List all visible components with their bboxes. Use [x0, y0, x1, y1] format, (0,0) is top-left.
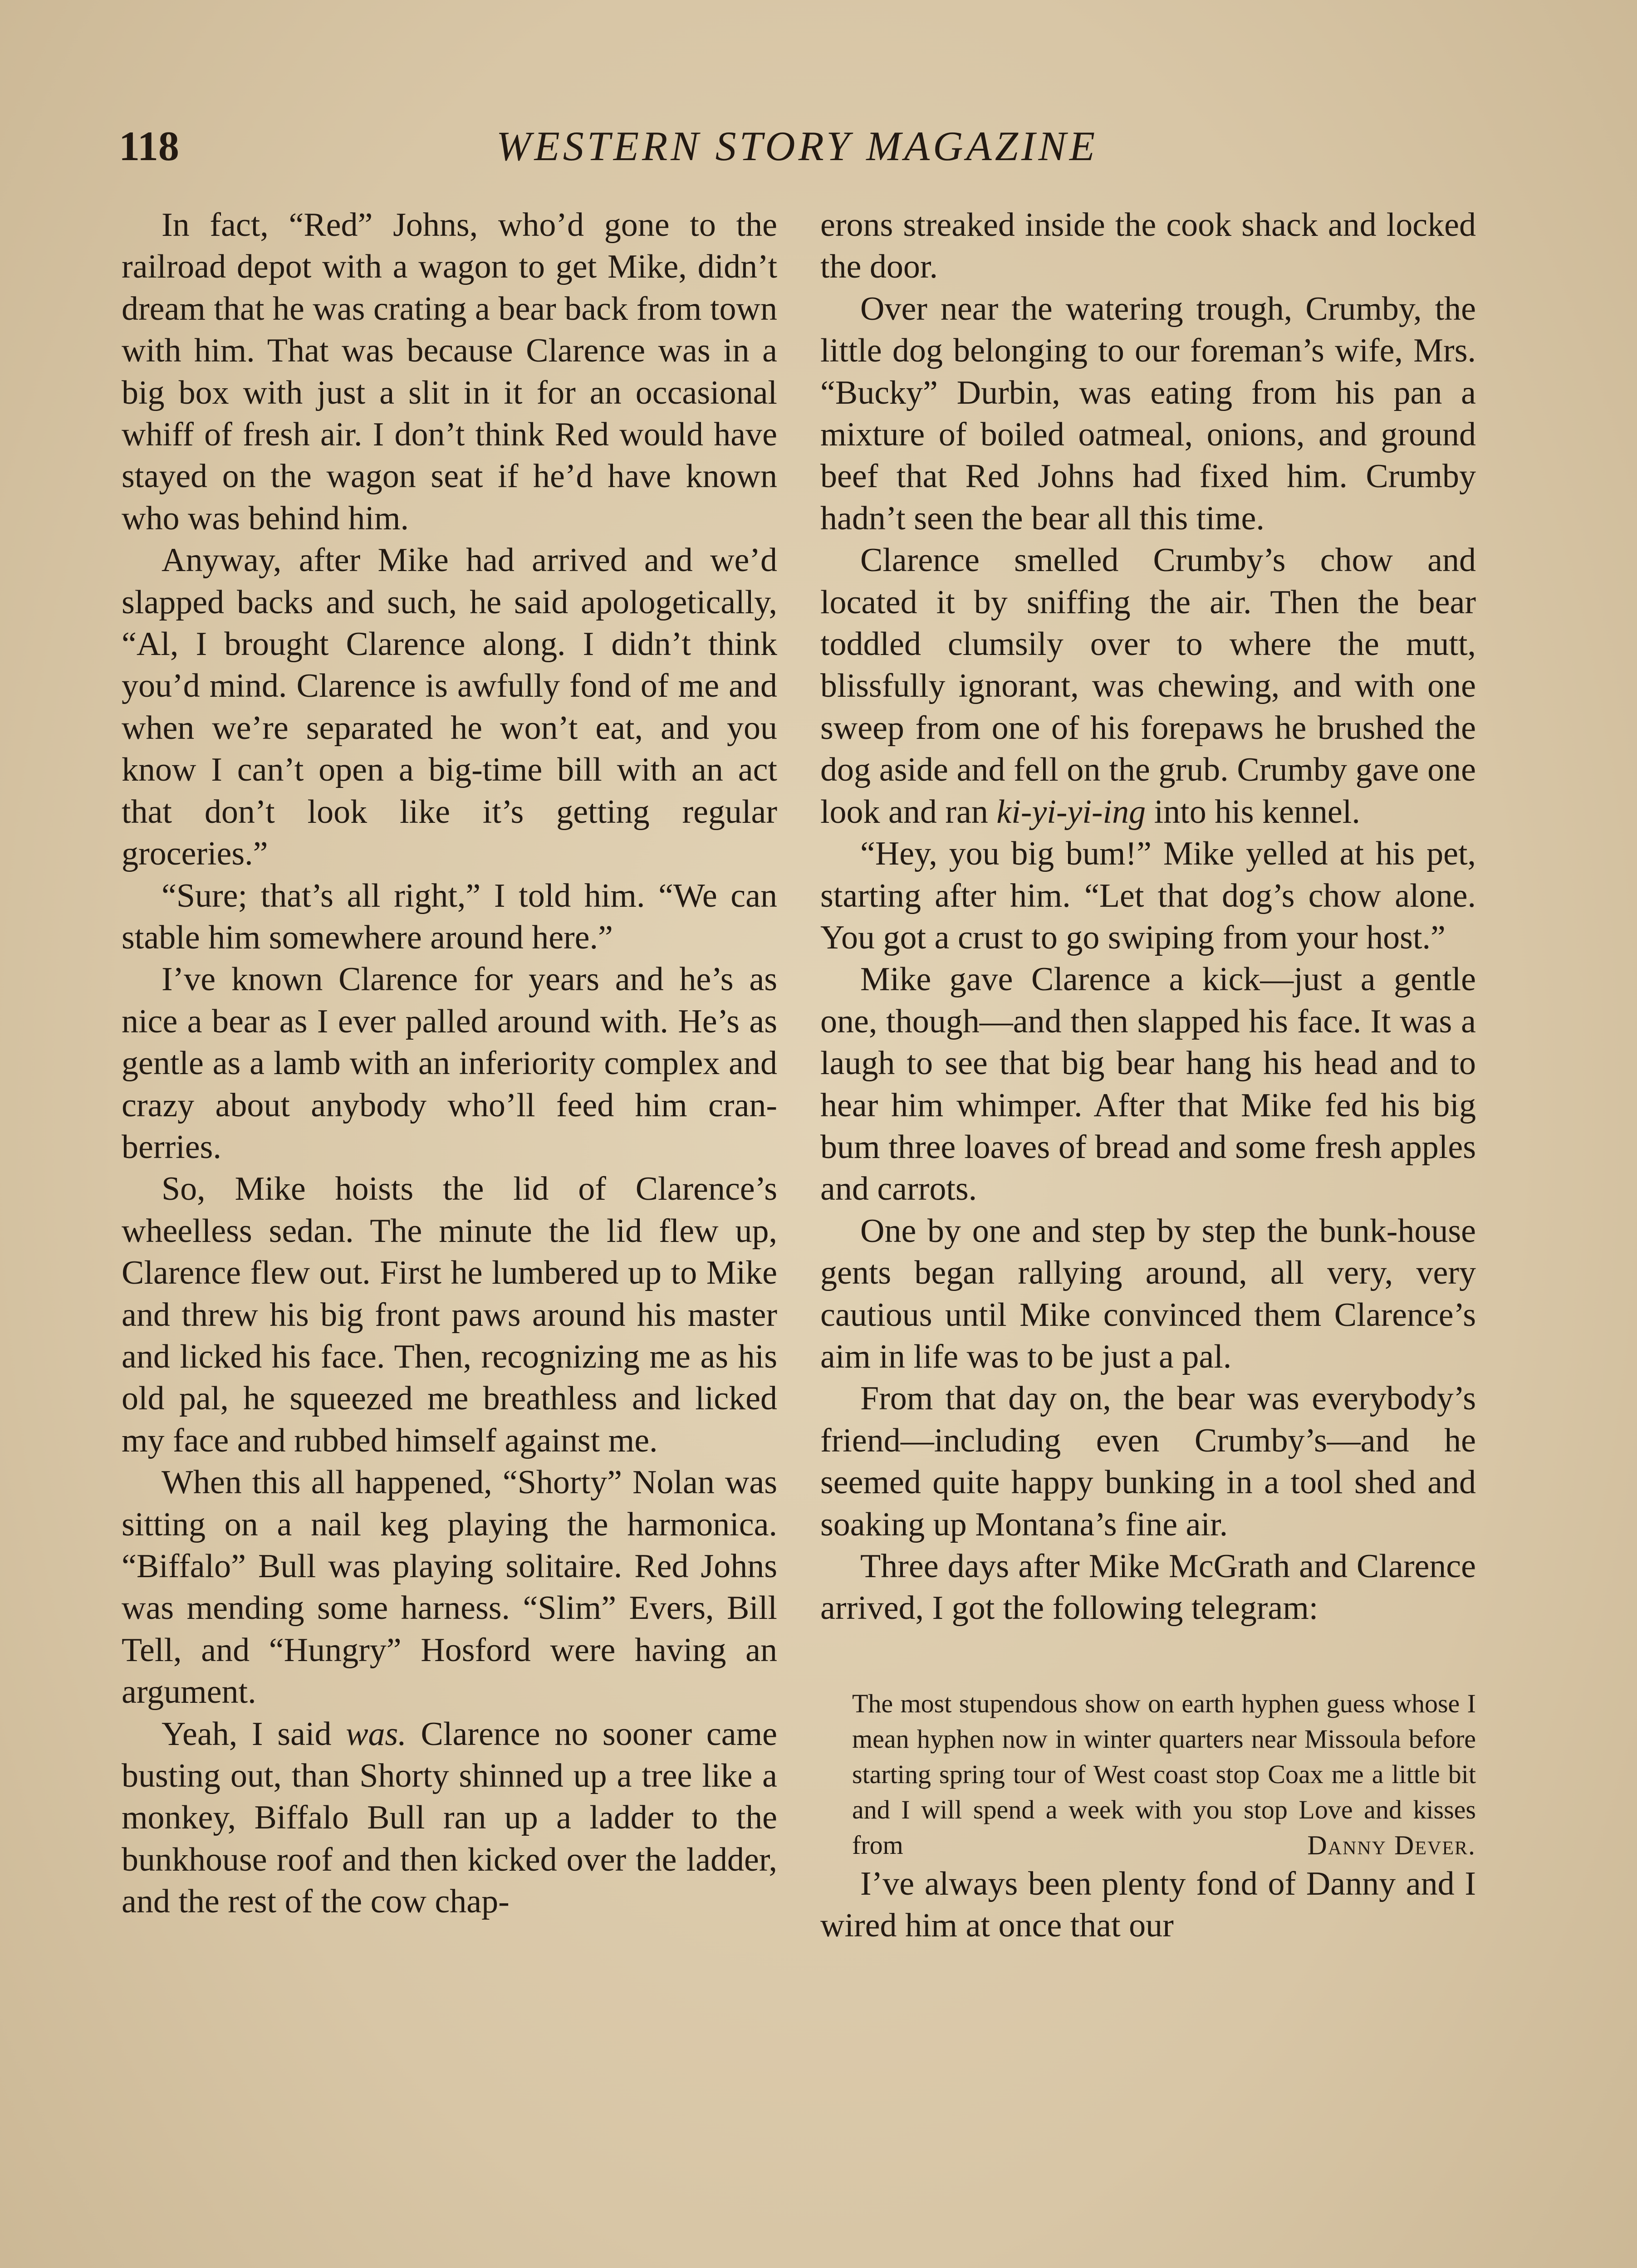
telegram-signature: Danny Dever.: [1307, 1830, 1476, 1860]
paragraph: From that day on, the bear was everybody’s friend—including even Crumby’s—and he seemed quite happy bunking in a tool shed and soaking up Montana’s fine air.: [820, 1380, 1476, 1543]
telegram-block: [852, 1686, 1476, 1863]
page-header: [119, 119, 1475, 173]
paragraph: “Hey, you big bum!” Mike yelled at his pet, starting after him. “Let that dog’s chow alone. You got a crust to go swiping from your host.”: [820, 835, 1476, 956]
paragraph: Anyway, after Mike had arrived and we’d slapped backs and such, he said apologetically, “Al, I brought Clarence along. I didn’t think you’d mind. Clarence is awfully fond of me and when we’re separated he won’t eat, and you know I can’t open a big-time bill with an act that don’t look like it’s getting regular groceries.”: [122, 542, 777, 873]
paragraph: I’ve always been plenty fond of Danny and I wired him at once that our: [820, 1865, 1476, 1945]
paragraph-text: Clarence no sooner came busting out, than Shorty shinned up a tree like a monkey, Biffalo Bull ran up a ladder to the bunkhouse roof and then kicked over the ladder, and the rest of the cow chap-: [122, 1715, 777, 1921]
paragraph-text: into his kennel.: [1146, 793, 1360, 831]
paragraph: When this all happened, “Shorty” Nolan was sitting on a nail keg playing the harmonica. “Biffalo” Bull was playing solitaire. Red Johns was mending some harness. “Slim” Evers, Bill Tell, and “Hungry” Hosford were having an argument.: [122, 1464, 777, 1711]
telegram-text: The most stupendous show on earth hyphen guess whose I mean hyphen now in winter quarters near Missoula before starting spring tour of West coast stop Coax me a little bit and I will spend a week with you stop Love and kisses from: [852, 1688, 1476, 1860]
paragraph: [820, 539, 1476, 833]
emphasis: ki-yi-yi-ing: [996, 793, 1146, 831]
paragraph: Three days after Mike McGrath and Clarence arrived, I got the following telegram:: [820, 1548, 1476, 1627]
paragraph-text: Clarence smelled Crumby’s chow and located it by sniffing the air. Then the bear toddled clumsily over to where the mutt, blissfully ignorant, was chewing, and with one sweep from one of his forepaws he brushed the dog aside and fell on the grub. Crumby gave one look and ran: [820, 542, 1476, 831]
page-number: 118: [119, 123, 179, 169]
paragraph-text: Yeah, I said: [162, 1715, 346, 1753]
paragraph: In fact, “Red” Johns, who’d gone to the railroad depot with a wagon to get Mike, didn’t dream that he was crating a bear back from town with him. That was because Clarence was in a big box with just a slit in it for an occasional whiff of fresh air. I don’t think Red would have stayed on the wagon seat if he’d have known who was behind him.: [122, 206, 777, 537]
paragraph: “Sure; that’s all right,” I told him. “We can stable him somewhere around here.”: [122, 877, 777, 956]
paragraph-continued: erons streaked inside the cook shack and locked the door.: [820, 206, 1476, 286]
running-head: WESTERN STORY MAGAZINE: [496, 123, 1098, 169]
paragraph: One by one and step by step the bunk-house gents began rallying around, all very, very cautious until Mike convinced them Clarence’s aim in life was to be just a pal.: [820, 1212, 1476, 1375]
paragraph: Mike gave Clarence a kick—just a gentle one, though—and then slapped his face. It was a laugh to see that big bear hang his head and to hear him whimper. After that Mike fed his big bum three loaves of bread and some fresh apples and carrots.: [820, 961, 1476, 1208]
paragraph: Over near the watering trough, Crumby, the little dog belonging to our foreman’s wife, Mrs. “Bucky” Durbin, was eating from his pan a mixture of boiled oatmeal, onions, and ground beef that Red Johns had fixed him. Crumby hadn’t seen the bear all this time.: [820, 290, 1476, 537]
paragraph: So, Mike hoists the lid of Clarence’s wheelless sedan. The minute the lid flew up, Clarence flew out. First he lumbered up to Mike and threw his big front paws around his master and licked his face. Then, recognizing me as his old pal, he squeezed me breathless and licked my face and rubbed himself against me.: [122, 1170, 777, 1459]
right-column: [820, 204, 1476, 1947]
left-column: [122, 204, 777, 1923]
paragraph: I’ve known Clarence for years and he’s as nice a bear as I ever palled around with. He’s as gentle as a lamb with an inferiority complex and crazy about anybody who’ll feed him cranberries.: [122, 961, 777, 1166]
emphasis: was.: [346, 1715, 407, 1753]
paragraph: [122, 1713, 777, 1923]
